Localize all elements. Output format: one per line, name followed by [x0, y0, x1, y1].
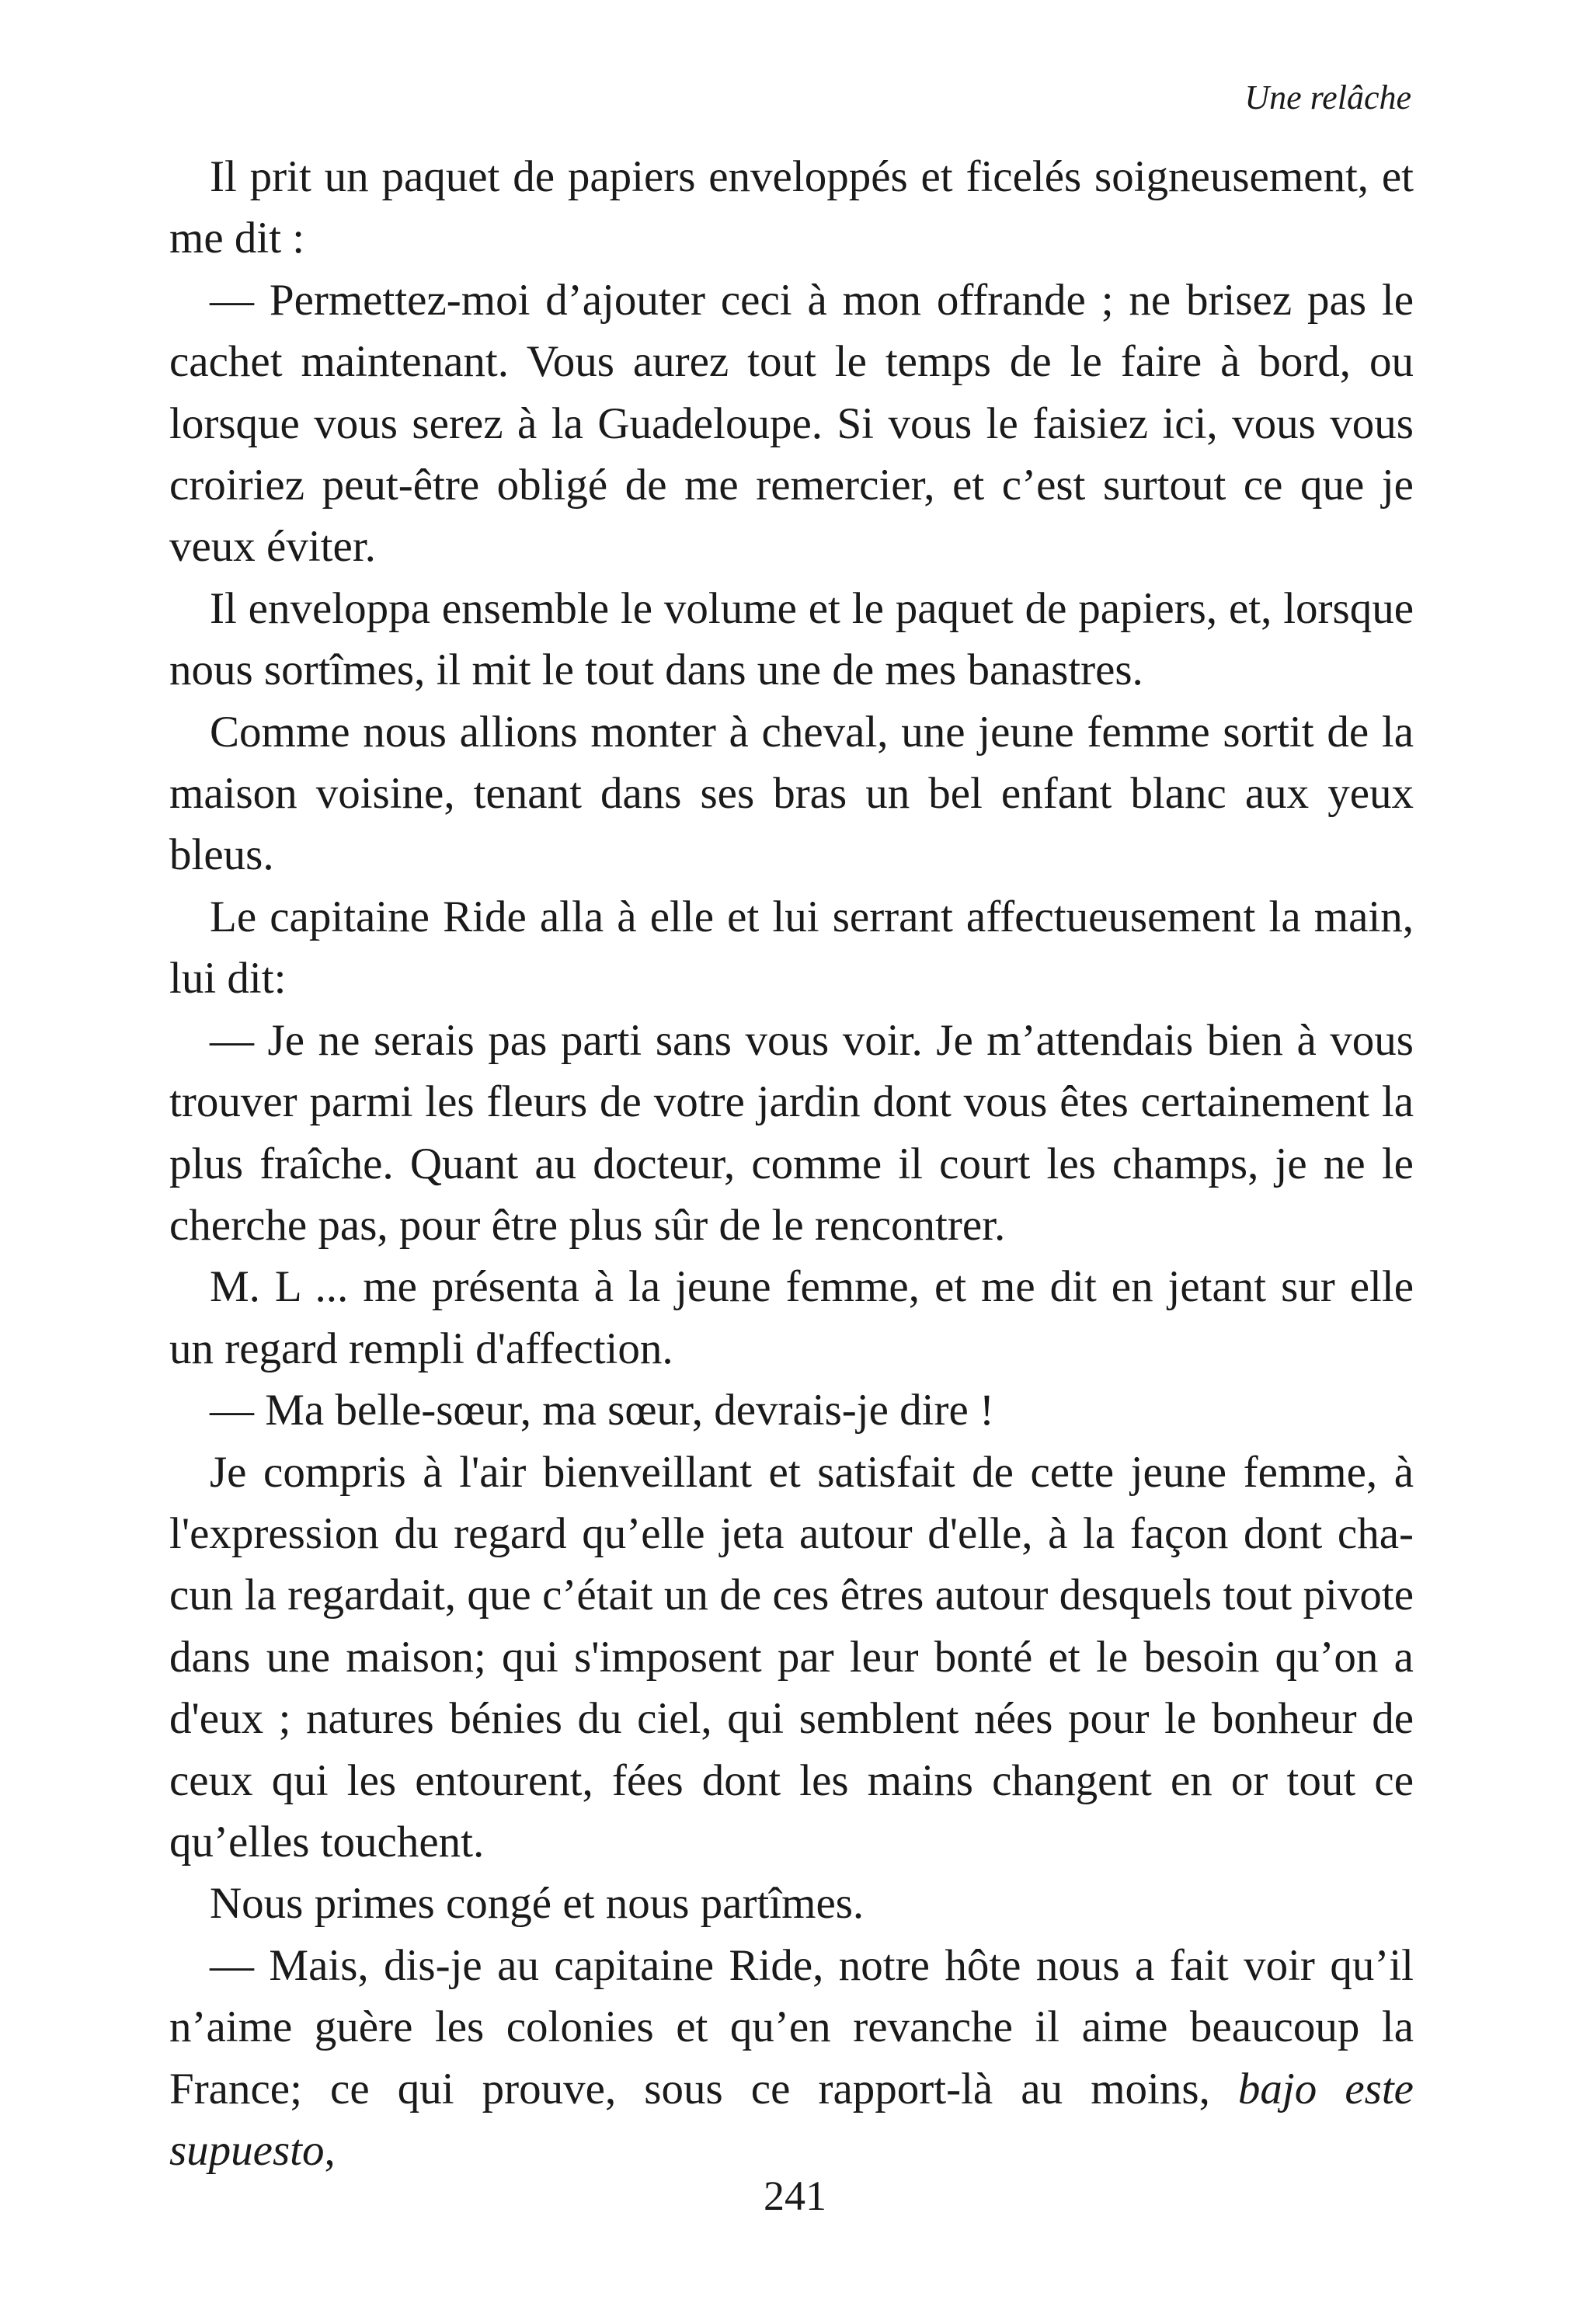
- paragraph-tail: ,: [324, 2126, 336, 2175]
- paragraph: — Je ne serais pas parti sans vous voir. Je m’attendais bien à vous trouver parmi les fleurs de votre jardin dont vous êtes certainement la plus fraîche. Quant au docteur, comme il court les champs, je ne le cherche pas, pour être plus sûr de le rencontrer.: [169, 1015, 1414, 1250]
- body-text: [169, 146, 1414, 2181]
- paragraph: Comme nous allions monter à cheval, une jeune femme sortit de la maison voisine, tenant dans ses bras un bel enfant blanc aux yeux bleus.: [169, 707, 1414, 880]
- paragraph-text: — Mais, dis-je au capitaine Ride, notre hôte nous a fait voir qu’il n’aime guère les colonies et qu’en revanche il aime beaucoup la France; ce qui prouve, sous ce rapport-là au moins,: [169, 1940, 1414, 2114]
- paragraph: Il enveloppa ensemble le volume et le paquet de papiers, et, lorsque nous sortîmes, il mit le tout dans une de mes banastres.: [169, 583, 1414, 695]
- paragraph: M. L ... me présenta à la jeune femme, et me dit en jetant sur elle un regard rempli d'affection.: [169, 1262, 1414, 1373]
- running-head: Une relâche: [1244, 78, 1411, 117]
- paragraph: — Ma belle-sœur, ma sœur, devrais-je dire !: [210, 1386, 995, 1435]
- paragraph-last: [169, 1935, 1414, 2182]
- italic-phrase: bajo este supuesto: [169, 2064, 1414, 2175]
- paragraph: Il prit un paquet de papiers enveloppés et ficelés soigneusement, et me dit :: [169, 152, 1414, 263]
- paragraph: Nous primes congé et nous partîmes.: [210, 1879, 865, 1929]
- paragraph: Le capitaine Ride alla à elle et lui serrant affectueusement la main, lui dit:: [169, 892, 1414, 1004]
- page-number: 241: [764, 2173, 826, 2219]
- paragraph: Je compris à l'air bienveillant et satisfait de cette jeune femme, à l'expression du regard qu’elle jeta autour d'elle, à la façon dont chacun la regardait, que c’était un de ces êtres autour desquels tout pivote dans une maison; qui s'imposent par leur bonté et le besoin qu’on a d'eux ; natures bénies du ciel, qui semblent nées pour le bonheur de ceux qui les entourent, fées dont les mains changent en or tout ce qu’elles touchent.: [169, 1447, 1414, 1867]
- paragraph: — Permettez-moi d’ajouter ceci à mon offrande ; ne brisez pas le cachet maintenant. Vous aurez tout le temps de le faire à bord, ou lorsque vous serez à la Guadeloupe. Si vous le faisiez ici, vous vous croiriez peut-être obligé de me remercier, et c’est surtout ce que je veux éviter.: [169, 275, 1414, 572]
